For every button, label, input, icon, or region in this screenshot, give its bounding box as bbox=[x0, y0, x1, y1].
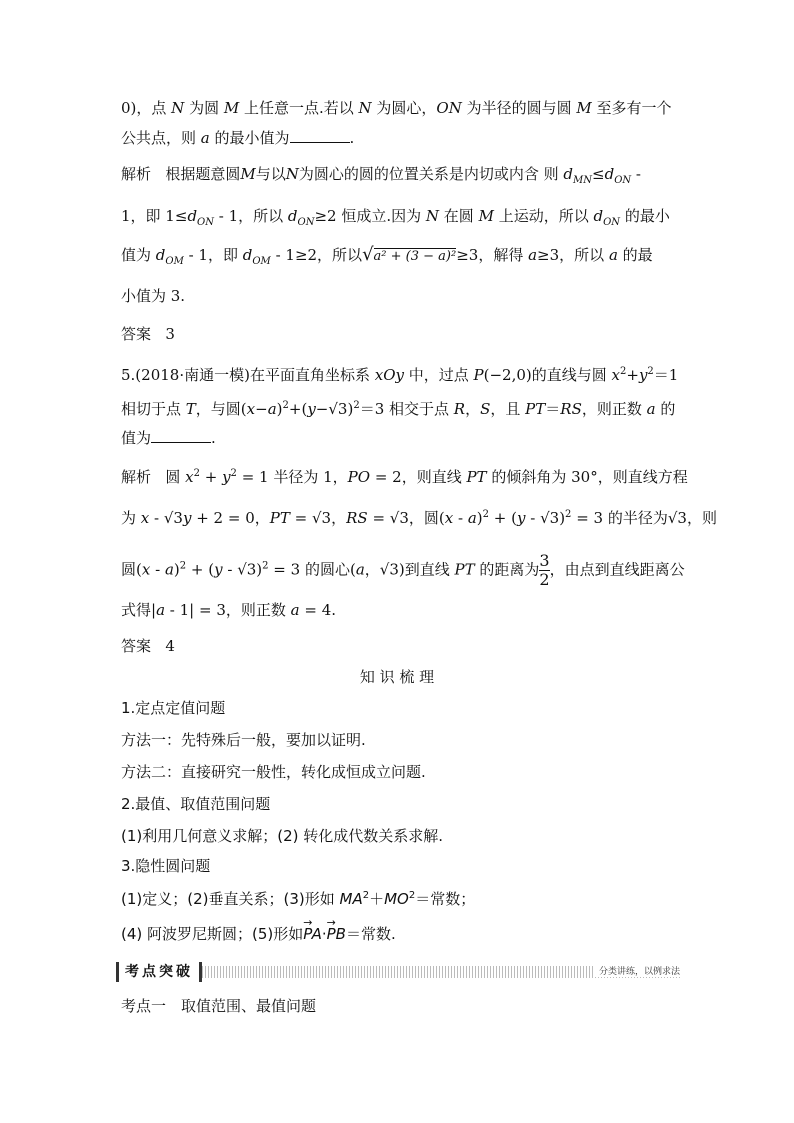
text: a bbox=[200, 129, 210, 147]
text: ≥3，所以 bbox=[537, 246, 609, 264]
answer-label: 答案 bbox=[121, 637, 152, 655]
text: a bbox=[164, 560, 174, 579]
text: ＝常数. bbox=[345, 925, 396, 943]
text: y bbox=[182, 509, 192, 527]
solution-line bbox=[121, 286, 185, 306]
text: ≥3，解得 bbox=[456, 246, 529, 264]
answer-value: 3 bbox=[165, 325, 175, 343]
summary-item: 方法二：直接研究一般性，转化成恒成立问题. bbox=[121, 763, 426, 781]
section-header bbox=[116, 962, 680, 982]
text: ON bbox=[436, 99, 462, 117]
text: 圆( bbox=[121, 560, 142, 579]
text: = bbox=[289, 509, 312, 527]
text: x bbox=[185, 468, 194, 486]
text: −√3) bbox=[315, 400, 354, 418]
text: 中，过点 bbox=[403, 366, 474, 384]
text: . bbox=[349, 129, 355, 147]
numerator: 3 bbox=[539, 551, 550, 570]
text: √3 bbox=[163, 509, 183, 527]
text: ) bbox=[476, 509, 483, 527]
text: 上任意一点.若以 bbox=[239, 99, 359, 117]
text: . bbox=[211, 429, 216, 447]
problem-text-line bbox=[121, 396, 675, 419]
text: − bbox=[255, 400, 268, 418]
text: y bbox=[307, 400, 316, 418]
text: ) bbox=[256, 560, 263, 579]
text: ，且 bbox=[490, 400, 526, 418]
text: RS bbox=[560, 400, 582, 418]
text: = 3 的半径为 bbox=[571, 509, 668, 527]
text: 公共点，则 bbox=[121, 129, 201, 147]
text: 0)，点 bbox=[121, 99, 172, 117]
text: 圆 bbox=[165, 468, 186, 486]
text: 2 bbox=[179, 560, 187, 572]
text: ，与圆( bbox=[195, 400, 247, 418]
text: 至多有一个 bbox=[591, 99, 672, 117]
summary-item: 方法一：先特殊后一般，要加以证明. bbox=[121, 731, 366, 749]
answer-line bbox=[121, 324, 175, 344]
sqrt-expression: √a² + (3 − a)² bbox=[362, 244, 457, 265]
text: = 2，则直线 bbox=[370, 468, 467, 486]
text: PO bbox=[347, 468, 371, 486]
text: a bbox=[646, 400, 656, 418]
text: 为半径的圆与圆 bbox=[461, 99, 577, 117]
text: = 3 的圆心( bbox=[268, 560, 356, 579]
text: x bbox=[246, 400, 256, 418]
text: P bbox=[473, 366, 484, 384]
text: 2 bbox=[408, 890, 416, 901]
text: + bbox=[199, 468, 223, 486]
text: ，则正数 bbox=[581, 400, 647, 418]
text: - bbox=[453, 509, 468, 527]
problem-text-line bbox=[121, 428, 216, 448]
text: = bbox=[367, 509, 390, 527]
text: 2 bbox=[193, 468, 200, 479]
text: + 2 = 0， bbox=[191, 509, 270, 527]
problem-text-line bbox=[121, 362, 678, 385]
text: RS bbox=[346, 509, 368, 527]
text: + ( bbox=[489, 509, 517, 527]
text: 2 bbox=[647, 366, 654, 377]
text: ，√3)到直线 bbox=[364, 560, 455, 579]
text: ，则 bbox=[686, 509, 717, 527]
answer-label: 答案 bbox=[121, 325, 152, 343]
summary-item: 1.定点定值问题 bbox=[121, 699, 226, 717]
text: √3 bbox=[237, 560, 257, 579]
text: 2 bbox=[362, 890, 370, 901]
radicand: a² + (3 − a)² bbox=[373, 249, 457, 264]
text: N bbox=[358, 99, 372, 117]
fraction bbox=[539, 552, 549, 589]
text: y bbox=[516, 509, 526, 527]
text: √3 bbox=[311, 509, 332, 527]
text: + bbox=[626, 366, 639, 384]
text: a bbox=[156, 601, 166, 619]
text: 的最小 bbox=[620, 207, 670, 225]
text: √3 bbox=[540, 509, 560, 527]
summary-item: 3.隐性圆问题 bbox=[121, 857, 211, 875]
text: d bbox=[563, 165, 573, 183]
text: - bbox=[525, 509, 541, 527]
text: ≥2 恒成立.因为 bbox=[314, 207, 426, 225]
text: 的 bbox=[655, 400, 676, 418]
text: = 1 半径为 1， bbox=[236, 468, 348, 486]
text: d bbox=[155, 246, 166, 264]
text: PT bbox=[454, 560, 475, 579]
solution-label: 解析 bbox=[121, 468, 152, 486]
problem-text-line bbox=[121, 98, 672, 118]
text: ，由点到直线距离公 bbox=[549, 560, 685, 579]
text: x bbox=[140, 509, 150, 527]
text: y bbox=[222, 468, 231, 486]
text: ON bbox=[603, 217, 621, 228]
answer-line bbox=[121, 636, 175, 656]
text: ＝1 bbox=[653, 366, 679, 384]
text: d bbox=[287, 207, 298, 225]
text: PT bbox=[269, 509, 290, 527]
text: 5.(2018·南通一模)在平面直角坐标系 bbox=[121, 366, 375, 384]
text: MA bbox=[339, 890, 363, 908]
text: a bbox=[355, 560, 365, 579]
solution-line bbox=[121, 164, 641, 191]
text: ， bbox=[465, 400, 481, 418]
text: xOy bbox=[374, 366, 404, 384]
solution-line bbox=[121, 245, 653, 272]
text: = 4. bbox=[299, 601, 337, 619]
text: - bbox=[631, 165, 641, 183]
solution-line bbox=[121, 464, 688, 487]
text: OM bbox=[165, 256, 184, 267]
text: ) bbox=[276, 400, 283, 418]
text: ＋ bbox=[369, 890, 385, 908]
section-subtitle: 分类讲练，以例求法 bbox=[593, 964, 680, 977]
text: (4) 阿波罗尼斯圆；(5)形如 bbox=[121, 925, 304, 943]
text: a bbox=[528, 246, 538, 264]
summary-item bbox=[121, 924, 396, 944]
section-title: 考点突破 bbox=[116, 962, 202, 982]
text: d bbox=[242, 246, 253, 264]
text: d bbox=[593, 207, 604, 225]
solution-line bbox=[121, 600, 336, 620]
text: +( bbox=[288, 400, 308, 418]
text: √3 bbox=[667, 509, 687, 527]
text: M bbox=[576, 99, 592, 117]
text: 为圆 bbox=[184, 99, 224, 117]
summary-title: 知 识 梳 理 bbox=[359, 668, 435, 686]
answer-blank bbox=[151, 428, 211, 443]
text: √3 bbox=[389, 509, 409, 527]
text: ＝ bbox=[545, 400, 561, 418]
text: 的最小值为 bbox=[209, 129, 290, 147]
text: 2 bbox=[565, 509, 572, 520]
text: - bbox=[150, 560, 165, 579]
text: OM bbox=[252, 256, 271, 267]
text: R bbox=[453, 400, 466, 418]
solution-line bbox=[121, 505, 717, 528]
text: 2 bbox=[282, 400, 289, 411]
text: ) bbox=[559, 509, 566, 527]
text: 为圆心的圆的位置关系是内切或内含 则 bbox=[298, 165, 564, 183]
text: 式得| bbox=[121, 601, 157, 619]
text: x bbox=[141, 560, 151, 579]
text: 为 bbox=[121, 509, 141, 527]
text: 与以 bbox=[255, 165, 286, 183]
text: 1，即 1≤ bbox=[121, 207, 188, 225]
text: PT bbox=[525, 400, 546, 418]
summary-item bbox=[121, 886, 475, 909]
text: ON bbox=[614, 175, 632, 186]
text: a bbox=[267, 400, 277, 418]
text: 值为 bbox=[121, 429, 152, 447]
text: 值为 bbox=[121, 246, 156, 264]
text: N bbox=[171, 99, 185, 117]
text: ON bbox=[197, 217, 214, 228]
text: 的最 bbox=[617, 246, 653, 264]
text: ＝常数； bbox=[415, 890, 476, 908]
answer-value: 4 bbox=[165, 637, 175, 655]
problem-text-line bbox=[121, 128, 354, 148]
summary-item: 2.最值、取值范围问题 bbox=[121, 795, 271, 813]
solution-line bbox=[121, 206, 670, 233]
text: d bbox=[604, 165, 615, 183]
text: T bbox=[185, 400, 196, 418]
text: - 1，所以 bbox=[214, 207, 288, 225]
text: - bbox=[149, 509, 164, 527]
text: 2 bbox=[262, 560, 269, 572]
text: - 1，即 bbox=[183, 246, 243, 264]
text: ≤ bbox=[592, 165, 605, 183]
text: N bbox=[425, 207, 440, 225]
text: 2 bbox=[353, 400, 360, 411]
text: y bbox=[638, 366, 648, 384]
text: + ( bbox=[186, 560, 215, 579]
vector-pb: → PB bbox=[327, 924, 346, 944]
text: a bbox=[467, 509, 477, 527]
text: MO bbox=[384, 890, 409, 908]
text: ，圆( bbox=[408, 509, 445, 527]
solution-line bbox=[121, 552, 685, 589]
text: 的距离为 bbox=[474, 560, 540, 579]
text: y bbox=[214, 560, 223, 579]
text: d bbox=[187, 207, 198, 225]
summary-item: (1)利用几何意义求解；(2) 转化成代数关系求解. bbox=[121, 827, 444, 845]
text: 2 bbox=[619, 366, 627, 377]
text: - 1| = 3，则正数 bbox=[165, 601, 291, 619]
solution-label: 解析 bbox=[121, 165, 152, 183]
text: ， bbox=[331, 509, 347, 527]
text: 小值为 3. bbox=[121, 287, 186, 305]
text: PT bbox=[466, 468, 487, 486]
text: - 1≥2，所以 bbox=[270, 246, 363, 264]
vector-pa: → PA bbox=[303, 924, 322, 944]
text: 2 bbox=[230, 468, 237, 479]
text: M bbox=[240, 165, 256, 183]
text: ＝3 相交于点 bbox=[359, 400, 454, 418]
denominator: 2 bbox=[539, 570, 550, 589]
text: a bbox=[608, 246, 618, 264]
text: MN bbox=[573, 175, 592, 186]
text: M bbox=[478, 207, 494, 225]
text: ) bbox=[173, 560, 180, 579]
text: 上运动，所以 bbox=[493, 207, 594, 225]
text: 为圆心， bbox=[371, 99, 437, 117]
topic-heading: 考点一 取值范围、最值问题 bbox=[121, 997, 317, 1015]
text: N bbox=[285, 165, 299, 183]
text: (−2,0)的直线与圆 bbox=[483, 366, 612, 384]
text: 2 bbox=[482, 509, 490, 520]
text: M bbox=[223, 99, 240, 117]
text: ON bbox=[297, 217, 315, 228]
text: 相切于点 bbox=[121, 400, 186, 418]
text: x bbox=[611, 366, 620, 384]
text: S bbox=[480, 400, 491, 418]
text: 的倾斜角为 30°，则直线方程 bbox=[486, 468, 688, 486]
text: a bbox=[290, 601, 300, 619]
text: · bbox=[321, 925, 327, 943]
text: 根据题意圆 bbox=[165, 165, 241, 183]
answer-blank bbox=[290, 128, 350, 143]
text: - bbox=[222, 560, 238, 579]
text: (1)定义；(2)垂直关系；(3)形如 bbox=[121, 890, 340, 908]
text: x bbox=[444, 509, 454, 527]
text: 在圆 bbox=[439, 207, 479, 225]
